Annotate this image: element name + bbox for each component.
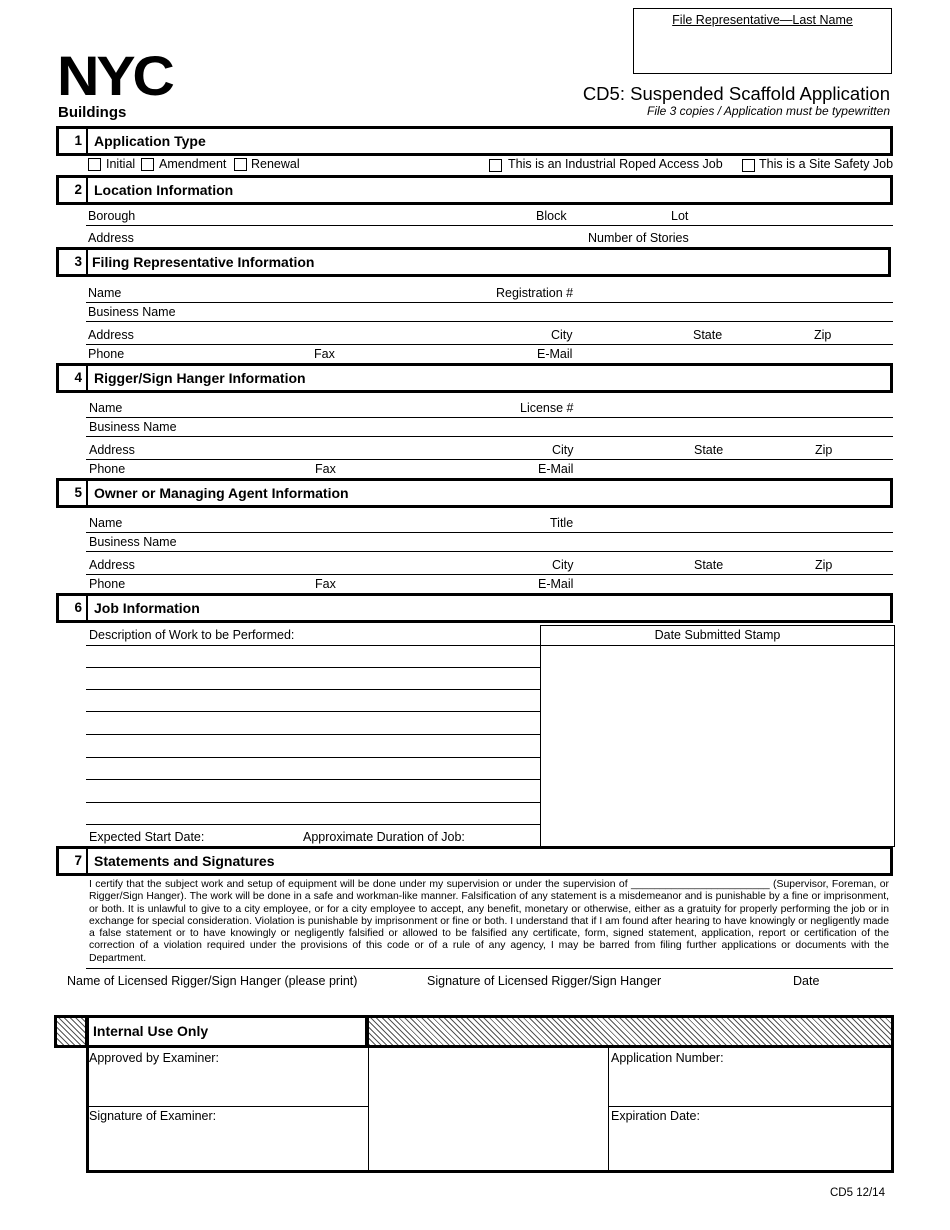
duration-label: Approximate Duration of Job:	[303, 830, 465, 844]
internal-divider	[368, 1046, 369, 1170]
job-description-line[interactable]	[86, 667, 540, 668]
rigger-business-label: Business Name	[89, 420, 177, 434]
filing-business-label: Business Name	[88, 305, 176, 319]
owner-name-line[interactable]	[86, 532, 893, 533]
filing-registration-label: Registration #	[496, 286, 574, 300]
rigger-fax-label: Fax	[315, 462, 336, 476]
owner-address-line[interactable]	[86, 574, 893, 575]
filing-email-label: E-Mail	[537, 347, 573, 361]
rigger-phone-label: Phone	[89, 462, 126, 476]
internal-use-title: Internal Use Only	[93, 1023, 209, 1039]
owner-phone-label: Phone	[89, 577, 126, 591]
job-description-line[interactable]	[86, 645, 540, 646]
job-description-line[interactable]	[86, 779, 540, 780]
amendment-checkbox[interactable]	[141, 158, 154, 171]
rigger-name-print-label: Name of Licensed Rigger/Sign Hanger (please print)	[67, 974, 358, 988]
internal-use-hatch-right	[366, 1015, 894, 1048]
internal-use-hatch-left	[54, 1015, 88, 1048]
rigger-city-label: City	[552, 443, 574, 457]
owner-zip-label: Zip	[815, 558, 833, 572]
section-job-information	[56, 593, 893, 623]
rigger-address-line[interactable]	[86, 459, 893, 460]
section-number: 5	[59, 481, 88, 505]
signature-date-label: Date	[793, 974, 820, 988]
filing-name-label: Name	[88, 286, 122, 300]
filing-business-line[interactable]	[86, 321, 893, 322]
filing-phone-label: Phone	[88, 347, 125, 361]
rigger-name-label: Name	[89, 401, 123, 415]
block-label: Block	[536, 209, 567, 223]
form-subtitle: File 3 copies / Application must be typewritten	[646, 104, 890, 118]
date-submitted-stamp-box	[540, 625, 895, 847]
initial-checkbox[interactable]	[88, 158, 101, 171]
stamp-divider	[541, 645, 894, 646]
industrial-roped-access-label: This is an Industrial Roped Access Job	[508, 157, 723, 171]
job-description-line[interactable]	[86, 689, 540, 690]
renewal-checkbox[interactable]	[234, 158, 247, 171]
form-code: CD5 12/14	[830, 1187, 885, 1199]
start-date-label: Expected Start Date:	[89, 830, 205, 844]
internal-use-box	[86, 1046, 894, 1173]
rigger-name-line[interactable]	[86, 417, 893, 418]
internal-divider	[609, 1106, 894, 1107]
logo-buildings-text: Buildings	[58, 104, 127, 121]
section-title: Application Type	[94, 133, 206, 149]
job-description-line[interactable]	[86, 734, 540, 735]
owner-name-label: Name	[89, 516, 123, 530]
owner-state-label: State	[694, 558, 724, 572]
filing-city-label: City	[551, 328, 573, 342]
filing-name-line[interactable]	[86, 302, 893, 303]
initial-label: Initial	[106, 157, 136, 171]
section-title: Location Information	[94, 182, 234, 198]
examiner-signature-label: Signature of Examiner:	[89, 1109, 217, 1123]
filing-zip-label: Zip	[814, 328, 832, 342]
rigger-address-label: Address	[89, 443, 135, 457]
section-title: Owner or Managing Agent Information	[94, 485, 349, 501]
section-title: Filing Representative Information	[92, 254, 315, 270]
file-representative-label: File Representative—Last Name	[672, 13, 853, 27]
owner-fax-label: Fax	[315, 577, 336, 591]
section-number: 3	[59, 250, 88, 274]
application-number-label: Application Number:	[611, 1051, 724, 1065]
internal-divider	[89, 1106, 369, 1107]
borough-label: Borough	[88, 209, 136, 223]
section-title: Job Information	[94, 600, 200, 616]
section-location-information	[56, 175, 893, 205]
job-description-line[interactable]	[86, 802, 540, 803]
section-number: 6	[59, 596, 88, 620]
industrial-roped-access-checkbox[interactable]	[489, 159, 502, 172]
section-number: 2	[59, 178, 88, 202]
section-application-type	[56, 126, 893, 156]
rigger-signature-label: Signature of Licensed Rigger/Sign Hanger	[427, 974, 662, 988]
rigger-email-label: E-Mail	[538, 462, 574, 476]
rigger-business-line[interactable]	[86, 436, 893, 437]
renewal-label: Renewal	[251, 157, 300, 171]
owner-city-label: City	[552, 558, 574, 572]
filing-address-line[interactable]	[86, 344, 893, 345]
site-safety-checkbox[interactable]	[742, 159, 755, 172]
internal-use-header	[86, 1015, 368, 1048]
job-description-line[interactable]	[86, 711, 540, 712]
owner-address-label: Address	[89, 558, 135, 572]
filing-fax-label: Fax	[314, 347, 335, 361]
job-description-line[interactable]	[86, 824, 540, 825]
date-submitted-stamp-label: Date Submitted Stamp	[654, 628, 781, 642]
section-rigger-information	[56, 363, 893, 393]
site-safety-label: This is a Site Safety Job	[759, 157, 894, 171]
rigger-zip-label: Zip	[815, 443, 833, 457]
section-owner-information	[56, 478, 893, 508]
amendment-label: Amendment	[159, 157, 227, 171]
certification-statement: I certify that the subject work and setup of equipment will be done under my supervision or under the supervision of ________________________ (Supervisor, Foreman, or Rigger/Sign Hanger). The work will be done in a safe and workman-like manner. Falsification of any statement is a misdemeanor and is punishable by a fine or imprisonment, or both. It is unlawful to give to a city employee, or for a city employee to accept, any benefit, monetary or otherwise, either as a gratuity for properly performing the job or in exchange for special consideration. Violation is punishable by imprisonment or fine or both. I understand that if I am found after hearing to have knowingly or negligently made a false statement or to have knowingly or negligently falsified or allowed to be falsified any certificate, form, signed statement, application, report or certification of the correction of a violation required under the provisions of this code or of a rule of any agency, I may be barred from filing further applications or documents with the Department.	[89, 879, 889, 964]
rigger-state-label: State	[694, 443, 724, 457]
job-description-line[interactable]	[86, 757, 540, 758]
stories-label: Number of Stories	[588, 231, 689, 245]
expiration-date-label: Expiration Date:	[611, 1109, 700, 1123]
signature-line[interactable]	[86, 968, 893, 969]
filing-state-label: State	[693, 328, 723, 342]
owner-email-label: E-Mail	[538, 577, 574, 591]
borough-field-line[interactable]	[86, 225, 893, 226]
section-number: 4	[59, 366, 88, 390]
lot-label: Lot	[671, 209, 689, 223]
form-title: CD5: Suspended Scaffold Application	[582, 83, 890, 104]
logo-nyc-text: NYC	[57, 44, 172, 107]
job-description-label: Description of Work to be Performed:	[89, 628, 295, 642]
file-representative-box[interactable]	[633, 8, 892, 74]
section-statements-signatures	[56, 846, 893, 876]
owner-business-label: Business Name	[89, 535, 177, 549]
rigger-license-label: License #	[520, 401, 574, 415]
address-label: Address	[88, 231, 134, 245]
owner-title-label: Title	[550, 516, 574, 530]
section-filing-representative	[56, 247, 891, 277]
section-number: 7	[59, 849, 88, 873]
section-title: Statements and Signatures	[94, 853, 275, 869]
section-title: Rigger/Sign Hanger Information	[94, 370, 306, 386]
internal-divider	[608, 1046, 609, 1170]
section-number: 1	[59, 129, 88, 153]
owner-business-line[interactable]	[86, 551, 893, 552]
filing-address-label: Address	[88, 328, 134, 342]
approved-by-label: Approved by Examiner:	[89, 1051, 219, 1065]
nyc-buildings-logo	[57, 44, 197, 124]
